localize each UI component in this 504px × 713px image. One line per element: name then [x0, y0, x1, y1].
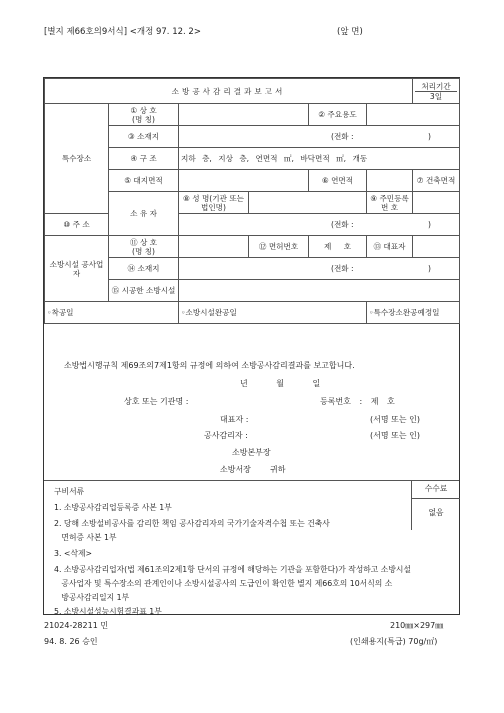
attachment-item-2b: 면허증 사본 1부 [54, 533, 117, 542]
statement: 소방법시행규칙 제69조의7제1항의 규정에 의하여 소방공사감리결과를 보고합니다. [64, 361, 355, 370]
form-header [44, 25, 363, 37]
paper-size: 210㎜×297㎜ [390, 621, 444, 630]
contractor-rep-label: ⑬ 대표자 [367, 236, 413, 258]
total-area-field[interactable] [367, 170, 413, 192]
owner-address-field[interactable]: (전화 : ) [179, 214, 460, 236]
recipient-suffix: 귀하 [270, 465, 286, 474]
facility-label: ⑮ 시공한 소방시설 [109, 280, 179, 302]
fee-value: 없음 [428, 508, 444, 517]
special-place-group: 특수장소 [45, 104, 109, 214]
paper-spec: (인쇄용지(특급) 70g/㎡) [350, 637, 438, 646]
report-form [43, 77, 460, 615]
facility-field[interactable] [179, 280, 460, 302]
form-title: 소방공사감리결과보고서 [45, 79, 413, 104]
attachments-heading: 구비서류 [54, 487, 85, 496]
planned-date[interactable]: ◦특수장소완공예정일 [367, 302, 460, 324]
building-area-label: ⑦ 건축면적 [413, 170, 460, 192]
attachment-item-2: 2. 당해 소방설비공사를 감리한 책임 공사감리자의 국가기술자격수첩 또는 건축사 [54, 519, 330, 528]
structure-field[interactable]: 지하 층, 지상 층, 연면적 ㎡, 바닥면적 ㎡, 개동 [179, 148, 460, 170]
license-label: ⑫ 면허번호 [249, 236, 309, 258]
attachment-item-3: 3. <삭제> [54, 549, 93, 558]
owner-name-field[interactable] [249, 192, 367, 214]
processing-period [413, 79, 460, 104]
place-address-label: ③ 소재지 [109, 126, 179, 148]
registration-label: 등록번호 : 제 호 [320, 397, 395, 406]
attachment-item-4: 4. 소방공사감리업자(법 제61조의2제1항 단서의 규정에 해당하는 기관을 포함한다)가 작성하고 소방시설 [54, 565, 411, 574]
main-use-label: ② 주요용도 [309, 104, 367, 126]
attachment-item-5: 5. 소방시설성능시험결과표 1부 [54, 607, 162, 616]
form-code: 21024-28211 민 [44, 621, 109, 630]
recipient-station: 소방서장 [220, 465, 251, 474]
owner-group: 소 유 자 [109, 192, 179, 236]
structure-label: ④ 구 조 [109, 148, 179, 170]
recipient-headquarters: 소방본부장 [232, 448, 271, 457]
site-area-field[interactable] [179, 170, 309, 192]
main-use-field[interactable] [367, 104, 460, 126]
contractor-rep-field[interactable] [413, 236, 460, 258]
contractor-name-label: ⑪ 상 호 (명 칭) [109, 236, 179, 258]
attachment-item-4c: 방공사감리일지 1부 [54, 593, 130, 602]
attachment-item-4b: 공사업자 및 특수장소의 관계인이나 소방시설공사의 도급인이 확인한 별지 제66호의 10서식의 소 [54, 579, 393, 588]
contractor-address-field[interactable]: (전화 : ) [179, 258, 460, 280]
attachment-item-1: 1. 소방공사감리업등록증 사본 1부 [54, 503, 172, 512]
processing-value: 3일 [429, 91, 443, 101]
date-line: 년 월 일 [240, 379, 321, 388]
place-name-field[interactable] [179, 104, 309, 126]
signature-1: (서명 또는 인) [370, 415, 420, 424]
contractor-name-field[interactable] [179, 236, 249, 258]
owner-address-label: ⑩ 주 소 [45, 214, 109, 236]
page-side: (앞 면) [337, 27, 363, 37]
contractor-group: 소방시설 공사업자 [45, 236, 109, 302]
license-field[interactable]: 제 호 [309, 236, 367, 258]
owner-id-label: ⑨ 주민등록 번 호 [367, 192, 413, 214]
approval-date: 94. 8. 26 승인 [44, 637, 98, 646]
form-reference: [별지 제66호의9서식] [44, 27, 128, 37]
fee-label: 수수료 [412, 480, 460, 499]
place-address-field[interactable]: (전화 : ) [179, 126, 460, 148]
attachments-divider [44, 480, 459, 481]
revision-note: <개정 97. 12. 2> [129, 27, 201, 37]
signature-2: (서명 또는 인) [370, 431, 420, 440]
rep-label: 대표자 : [220, 415, 249, 424]
place-name-label: ① 상 호 (명 칭) [109, 104, 179, 126]
start-date[interactable]: ◦착공일 [45, 302, 179, 324]
processing-label: 처리기간 [415, 82, 457, 92]
total-area-label: ⑥ 연면적 [309, 170, 367, 192]
contractor-address-label: ⑭ 소재지 [109, 258, 179, 280]
firm-label: 상호 또는 기관명 : [124, 397, 189, 406]
owner-name-label: ⑧ 성 명(기관 또는법인명) [179, 192, 249, 214]
site-area-label: ⑤ 대지면적 [109, 170, 179, 192]
supervisor-label: 공사감리자 : [204, 431, 248, 440]
complete-date[interactable]: ◦소방시설완공일 [179, 302, 367, 324]
fee-box [411, 480, 460, 530]
form-table [44, 78, 460, 324]
owner-id-field[interactable] [413, 192, 460, 214]
